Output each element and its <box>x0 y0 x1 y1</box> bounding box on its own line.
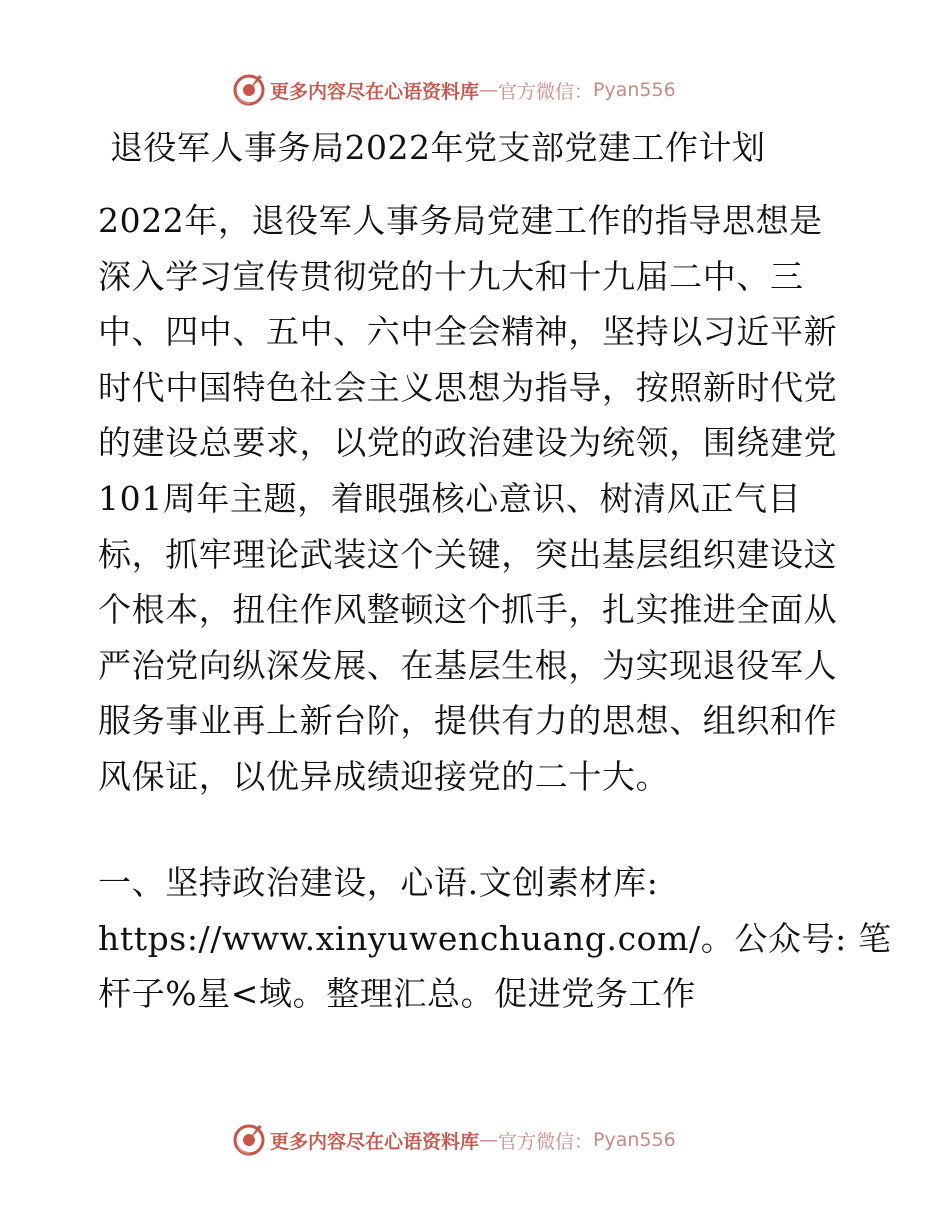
pen-nib-circle-icon <box>232 1123 266 1157</box>
watermark-wechat-id: Pyan556 <box>593 1129 676 1151</box>
paragraph-section-one <box>98 855 892 1022</box>
paragraph-guiding-thought <box>98 193 858 805</box>
watermark-banner-top <box>232 72 732 108</box>
paragraph-line: 严治党向纵深发展、在基层生根，为实现退役军人 <box>98 645 838 685</box>
watermark-wechat-id: Pyan556 <box>593 79 676 101</box>
watermark-banner-bottom <box>232 1122 732 1158</box>
watermark-dash: — <box>479 79 499 101</box>
paragraph-line: https://www.xinyuwenchuang.com/。公众号: 笔 <box>98 918 892 958</box>
paragraph-line: 中、四中、五中、六中全会精神，坚持以习近平新 <box>98 312 838 352</box>
watermark-official-label: 官方微信： <box>498 1130 594 1153</box>
paragraph-line: 服务事业再上新台阶，提供有力的思想、组织和作 <box>98 701 838 741</box>
watermark-main-text: 更多内容尽在心语资料库 <box>270 1130 480 1153</box>
paragraph-line: 标，抓牢理论武装这个关键，突出基层组织建设这 <box>98 534 838 574</box>
paragraph-line: 深入学习宣传贯彻党的十九大和十九届二中、三 <box>98 256 804 296</box>
pen-nib-circle-icon <box>232 73 266 107</box>
paragraph-line: 杆子%星<域。整理汇总。促进党务工作 <box>98 974 696 1014</box>
paragraph-line: 个根本，扭住作风整顿这个抓手，扎实推进全面从 <box>98 590 838 630</box>
paragraph-line: 101周年主题，着眼强核心意识、树清风正气目 <box>98 478 802 518</box>
paragraph-line: 的建设总要求，以党的政治建设为统领，围绕建党 <box>98 423 838 463</box>
paragraph-line: 时代中国特色社会主义思想为指导，按照新时代党 <box>98 367 838 407</box>
watermark-main-text: 更多内容尽在心语资料库 <box>270 80 480 103</box>
document-title: 退役军人事务局2022年党支部党建工作计划 <box>110 128 766 167</box>
watermark-official-label: 官方微信： <box>498 80 594 103</box>
paragraph-line: 风保证，以优异成绩迎接党的二十大。 <box>98 756 670 796</box>
section-heading-line: 一、坚持政治建设，心语.文创素材库: <box>98 863 659 902</box>
watermark-dash: — <box>479 1129 499 1151</box>
paragraph-line: 2022年，退役军人事务局党建工作的指导思想是 <box>98 201 823 240</box>
